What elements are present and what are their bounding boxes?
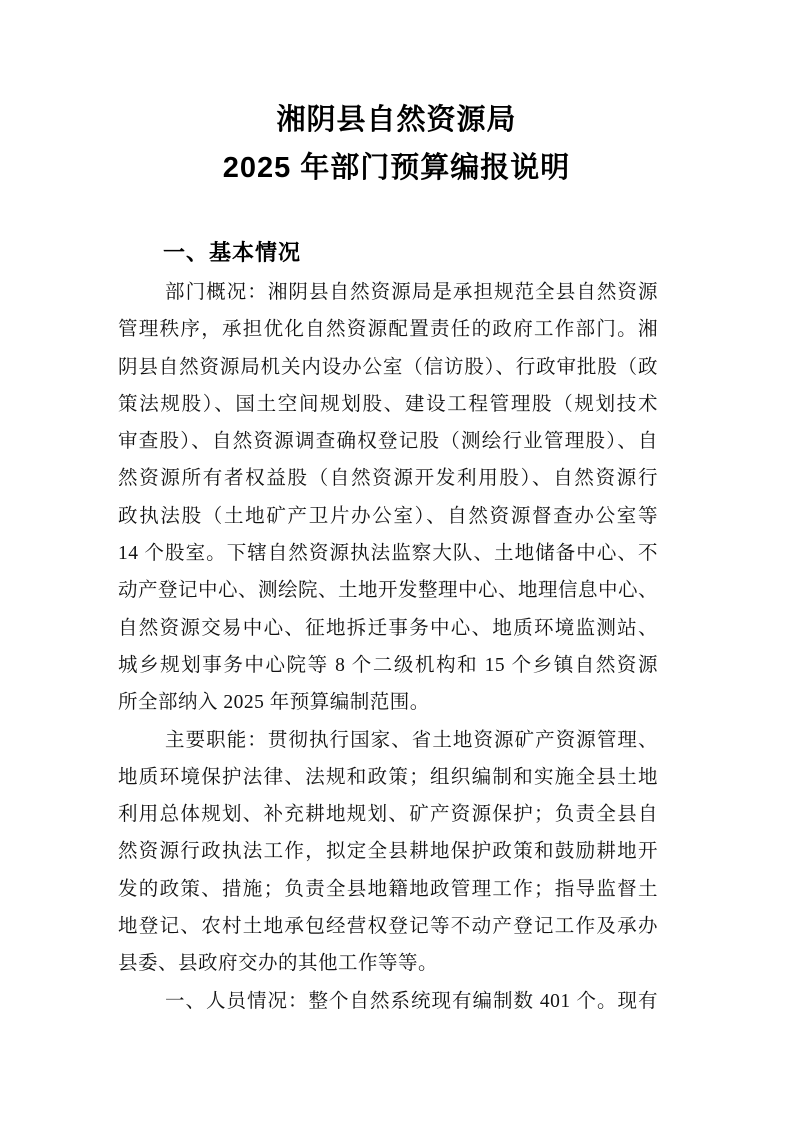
text-line: 地登记、农村土地承包经营权登记等不动产登记工作及承办 <box>118 916 658 938</box>
document-title-line2: 2025 年部门预算编报说明 <box>222 152 571 184</box>
text-line: 阴县自然资源局机关内设办公室（信访股）、行政审批股（政 <box>118 356 658 378</box>
text-line: 14 个股室。下辖自然资源执法监察大队、土地储备中心、不 <box>118 543 658 565</box>
text-line: 发的政策、措施；负责全县地籍地政管理工作；指导监督土 <box>118 878 658 900</box>
text-line: 动产登记中心、测绘院、土地开发整理中心、地理信息中心、 <box>118 580 658 602</box>
text-line: 地质环境保护法律、法规和政策；组织编制和实施全县土地 <box>118 766 658 788</box>
text-line: 县委、县政府交办的其他工作等等。 <box>118 953 439 975</box>
paragraph-department-overview <box>118 274 658 722</box>
text-line: 审查股）、自然资源调查确权登记股（测绘行业管理股）、自 <box>118 431 658 453</box>
text-line: 利用总体规划、补充耕地规划、矿产资源保护；负责全县自 <box>118 804 658 826</box>
document-title <box>0 96 793 192</box>
text-line: 政执法股（土地矿产卫片办公室）、自然资源督查办公室等 <box>118 505 658 527</box>
paragraph-personnel-situation <box>118 983 658 1020</box>
text-line: 一、人员情况：整个自然系统现有编制数 401 个。现有 <box>165 990 658 1012</box>
text-line: 所全部纳入 2025 年预算编制范围。 <box>118 692 430 714</box>
text-line: 管理秩序，承担优化自然资源配置责任的政府工作部门。湘 <box>118 319 658 341</box>
text-line: 然资源所有者权益股（自然资源开发利用股）、自然资源行 <box>118 468 658 490</box>
text-line: 主要职能：贯彻执行国家、省土地资源矿产资源管理、 <box>165 729 658 751</box>
paragraph-main-functions <box>118 722 658 983</box>
document-body <box>118 274 658 1020</box>
document-title-line1: 湘阴县自然资源局 <box>276 104 517 136</box>
text-line: 部门概况：湘阴县自然资源局是承担规范全县自然资源 <box>165 282 658 303</box>
text-line: 然资源行政执法工作，拟定全县耕地保护政策和鼓励耕地开 <box>118 841 658 863</box>
section-heading: 一、基本情况 <box>163 240 302 265</box>
text-line: 自然资源交易中心、征地拆迁事务中心、地质环境监测站、 <box>118 617 658 639</box>
text-line: 策法规股）、国土空间规划股、建设工程管理股（规划技术 <box>118 393 658 415</box>
text-line: 城乡规划事务中心院等 8 个二级机构和 15 个乡镇自然资源 <box>118 654 658 676</box>
